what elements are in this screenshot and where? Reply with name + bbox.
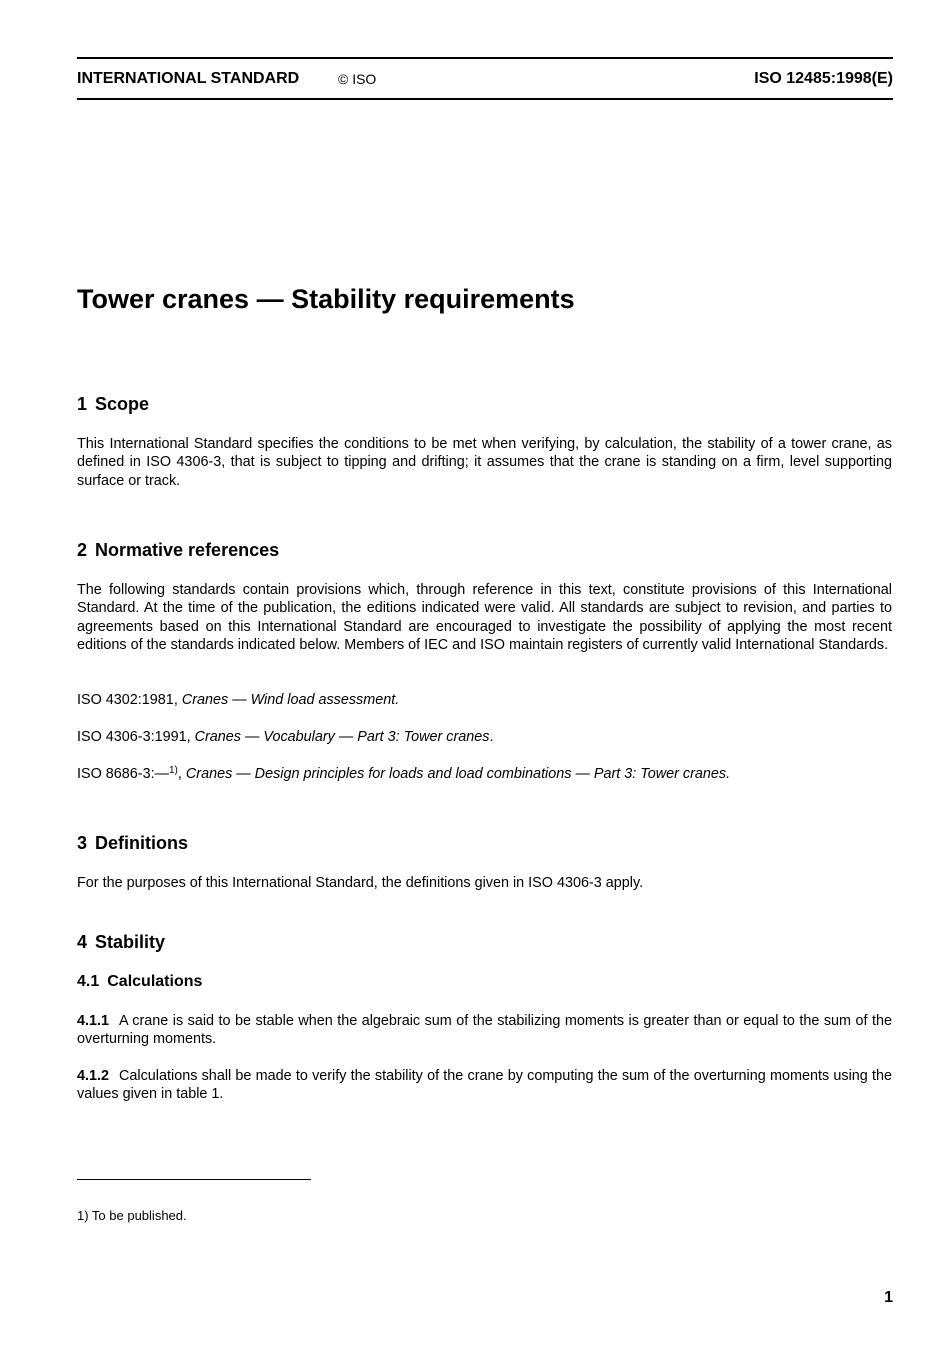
reference-iso-8686-3: [77, 765, 892, 783]
section-heading-stability: [77, 932, 165, 953]
reference-title: Cranes — Vocabulary — Part 3: Tower cranes: [194, 729, 490, 745]
clause-number: 4.1.1: [77, 1013, 110, 1029]
section-title: Definitions: [95, 833, 189, 853]
clause-text: Calculations shall be made to verify the stability of the crane by computing the sum of the overturning moments using the values given in table 1.: [77, 1068, 892, 1103]
clause-number: 4.1.2: [77, 1068, 110, 1084]
scope-paragraph: This International Standard specifies the conditions to be met when verifying, by calculation, the stability of a tower crane, as defined in ISO 4306-3, that is subject to tipping and drifting; it assumes that the crane is standing on a firm, level supporting surface or track.: [77, 436, 892, 489]
definitions-paragraph: For the purposes of this International Standard, the definitions given in ISO 4306-3 apply.: [77, 875, 644, 891]
reference-title: Cranes — Wind load assessment.: [181, 692, 400, 708]
normative-references-paragraph: The following standards contain provisions which, through reference in this text, constitute provisions of this International Standard. At the time of the publication, the editions indicated were valid. All standards are subject to revision, and parties to agreements based on this International Standard are encouraged to investigate the possibility of applying the most recent editions of the standards indicated below. Members of IEC and ISO maintain registers of currently valid International Standards.: [77, 582, 892, 653]
header-standard-type: INTERNATIONAL STANDARD: [77, 70, 300, 87]
footnote-marker: 1): [169, 765, 178, 776]
subsection-number: 4.1: [77, 973, 100, 990]
clause-4-1-2: [77, 1067, 892, 1104]
page-number: 1: [884, 1289, 893, 1306]
section-number: 2: [77, 540, 88, 560]
header-document-id: ISO 12485:1998(E): [754, 70, 893, 87]
header-copyright: © ISO: [338, 71, 377, 87]
section-title: Normative references: [95, 540, 280, 560]
clause-text: A crane is said to be stable when the algebraic sum of the stabilizing moments is greater than or equal to the sum of the overturning moments.: [77, 1013, 892, 1048]
header-top-rule: [77, 57, 893, 59]
header-bottom-rule: [77, 98, 893, 100]
subsection-title: Calculations: [107, 973, 203, 990]
section-heading-definitions: [77, 833, 188, 854]
document-title: Tower cranes — Stability requirements: [77, 284, 575, 314]
section-title: Stability: [95, 932, 166, 952]
section-number: 1: [77, 394, 88, 414]
section-title: Scope: [95, 394, 150, 414]
reference-tail: .: [489, 729, 494, 745]
section-number: 4: [77, 932, 88, 952]
reference-code: ISO 4306-3:1991,: [77, 729, 195, 745]
reference-separator: ,: [177, 766, 186, 782]
section-heading-normative-references: [77, 540, 279, 561]
page-header: [77, 70, 893, 92]
reference-code: ISO 8686-3:—: [77, 766, 169, 782]
clause-4-1-1: [77, 1012, 892, 1049]
footnote-separator: [77, 1179, 311, 1180]
reference-iso-4302: [77, 691, 892, 709]
footnote: 1) To be published.: [77, 1208, 187, 1223]
reference-code: ISO 4302:1981,: [77, 692, 182, 708]
section-number: 3: [77, 833, 88, 853]
reference-iso-4306-3: [77, 728, 892, 746]
section-heading-scope: [77, 394, 149, 415]
subsection-heading-calculations: [77, 973, 202, 991]
reference-title: Cranes — Design principles for loads and load combinations — Part 3: Tower cranes.: [185, 766, 731, 782]
